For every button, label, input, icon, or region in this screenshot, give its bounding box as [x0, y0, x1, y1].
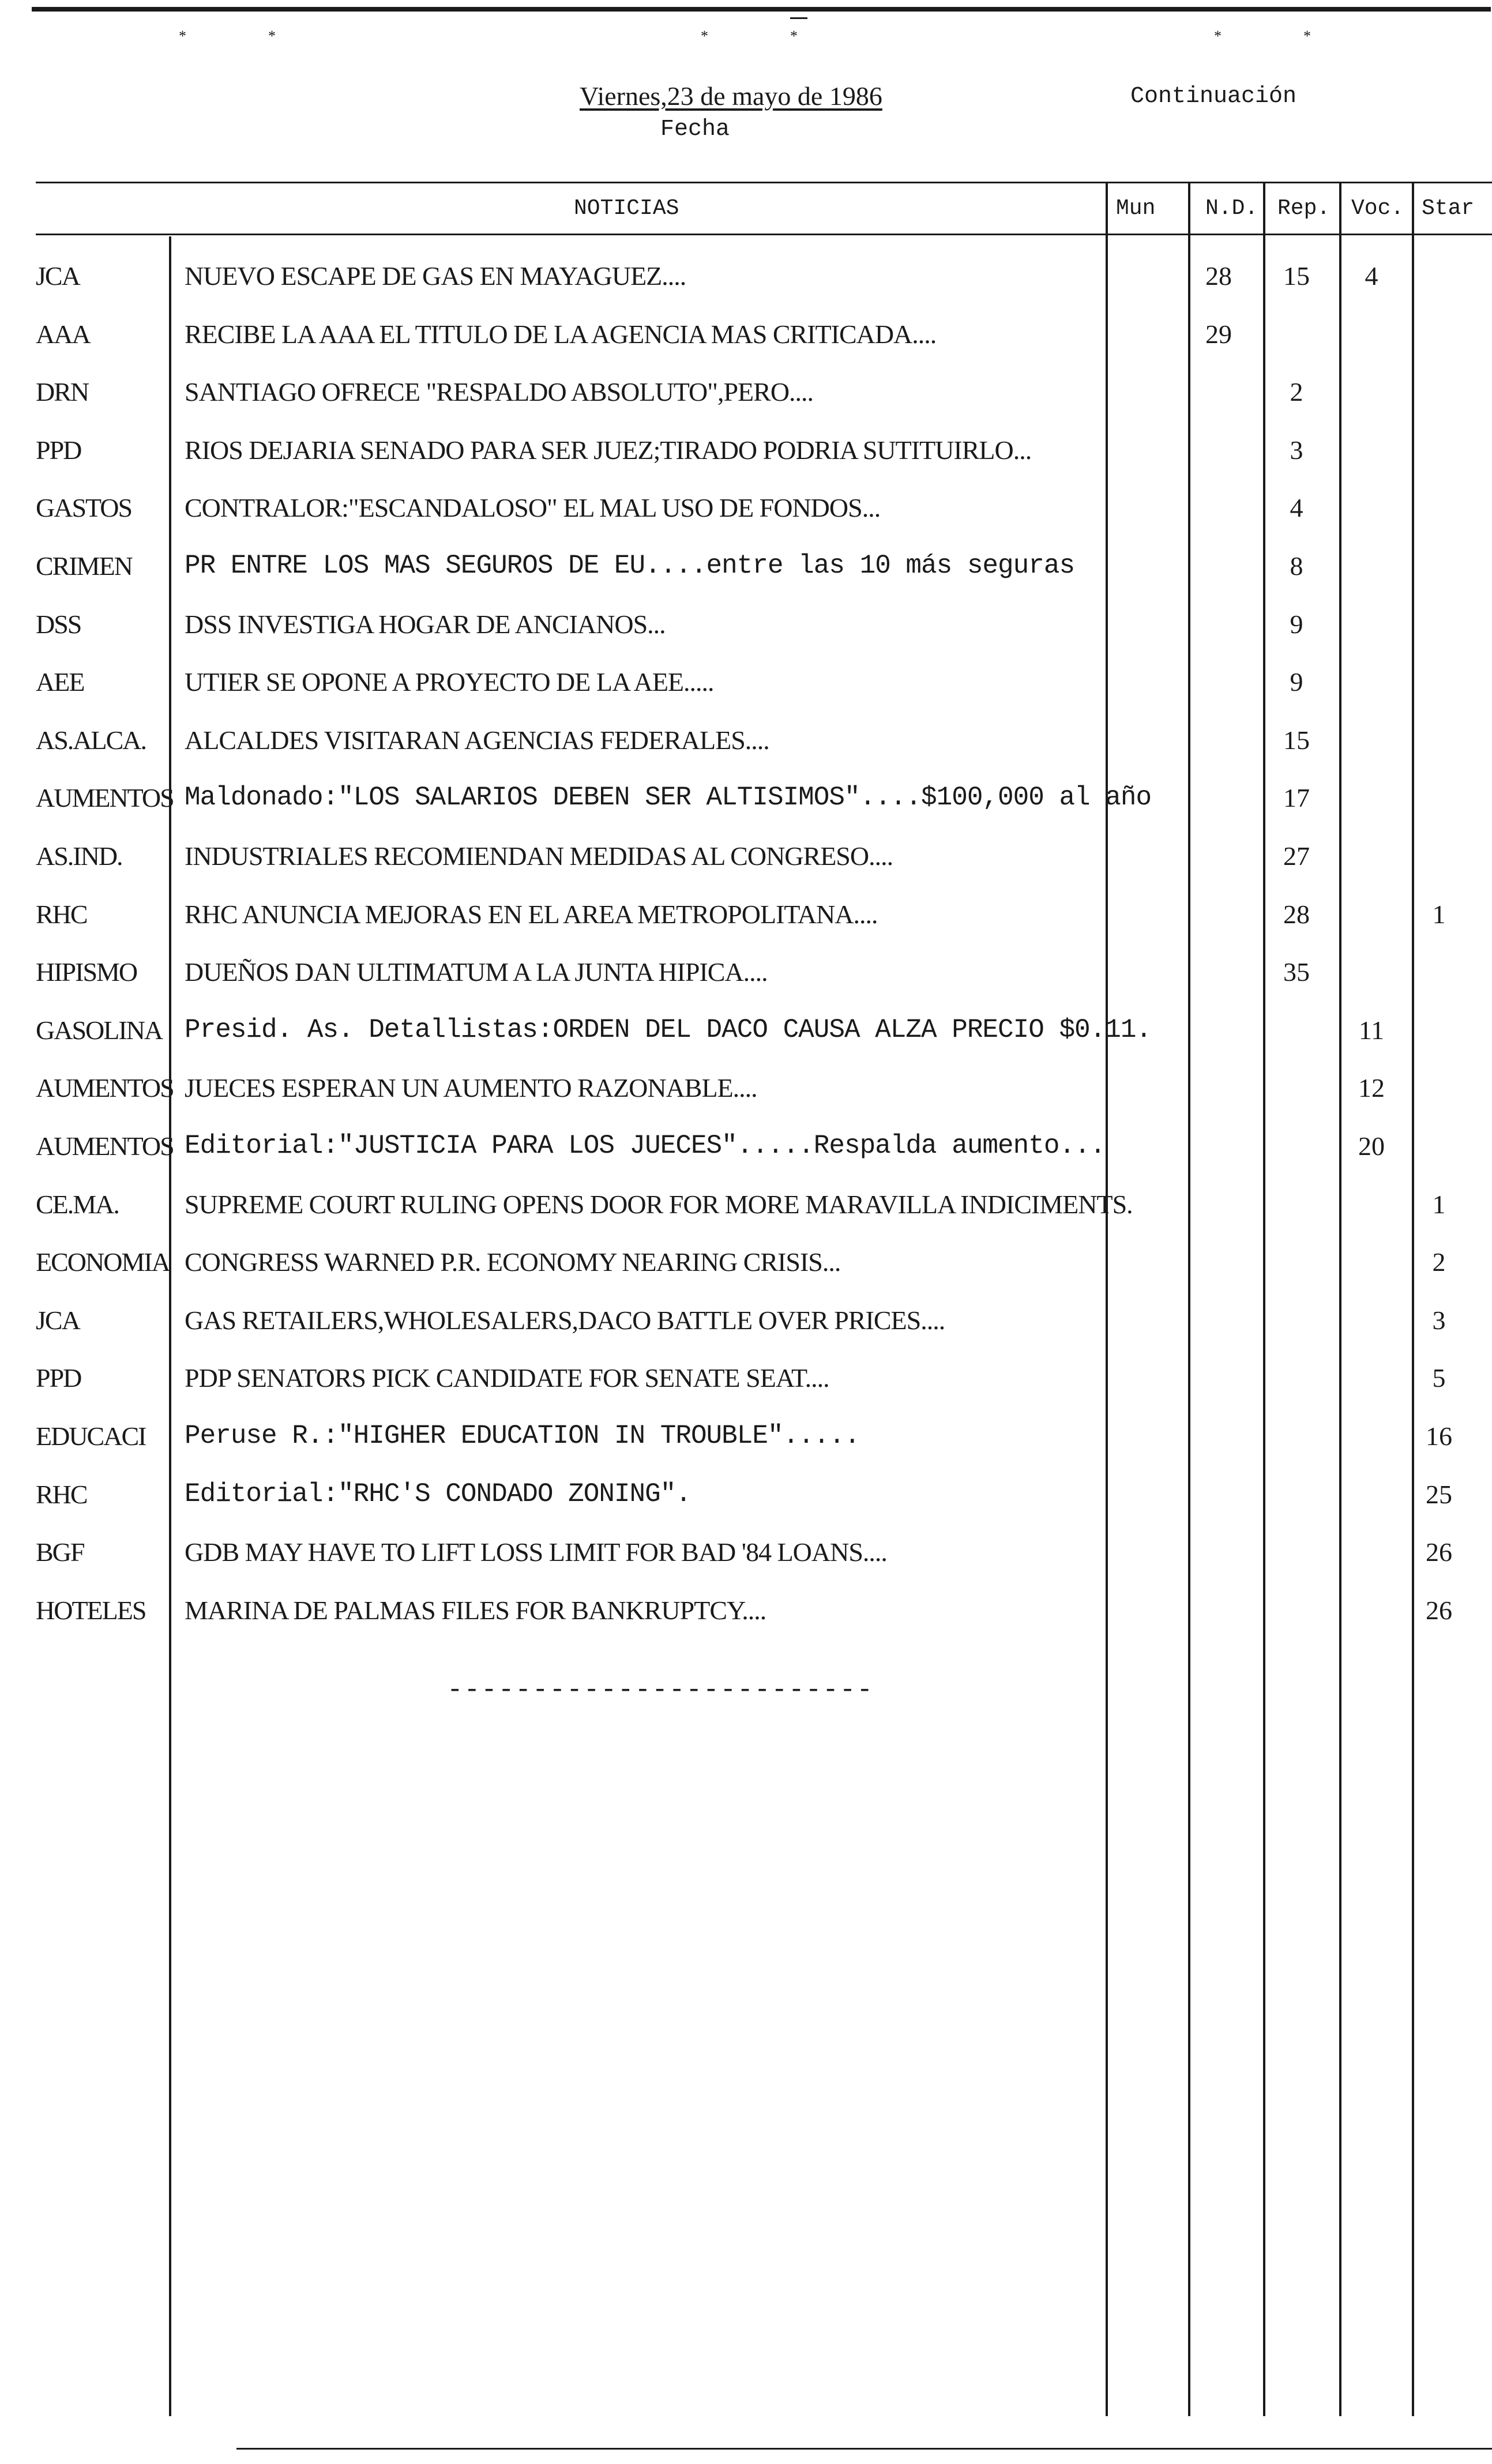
news-headline: CONGRESS WARNED P.R. ECONOMY NEARING CRISIS... [185, 1247, 841, 1277]
rep-page: 15 [1283, 261, 1310, 291]
star-page: 26 [1426, 1537, 1452, 1567]
column-header-mun: Mun [1116, 196, 1156, 221]
tab-mark: * [1214, 28, 1222, 44]
rep-page: 2 [1290, 377, 1303, 407]
news-headline: GAS RETAILERS,WHOLESALERS,DACO BATTLE OVER PRICES.... [185, 1305, 945, 1335]
news-headline: Editorial:"RHC'S CONDADO ZONING". [185, 1479, 691, 1509]
news-headline: RHC ANUNCIA MEJORAS EN EL AREA METROPOLITANA.... [185, 899, 878, 929]
table-row [0, 1408, 1492, 1466]
news-headline: GDB MAY HAVE TO LIFT LOSS LIMIT FOR BAD '84 LOANS.... [185, 1537, 887, 1567]
news-headline: JUECES ESPERAN UN AUMENTO RAZONABLE.... [185, 1073, 757, 1103]
rep-page: 4 [1290, 493, 1303, 523]
rep-page: 27 [1283, 841, 1310, 871]
table-row [0, 1292, 1492, 1350]
nd-page: 29 [1205, 319, 1232, 349]
table-row [0, 364, 1492, 422]
top-rule-thin [790, 17, 807, 19]
news-headline: ALCALDES VISITARAN AGENCIAS FEDERALES.... [185, 725, 769, 755]
category-cell: EDUCACI [36, 1421, 146, 1451]
category-cell: CRIMEN [36, 551, 132, 581]
table-row [0, 1002, 1492, 1060]
news-headline: CONTRALOR:"ESCANDALOSO" EL MAL USO DE FONDOS... [185, 493, 881, 523]
table-row [0, 1234, 1492, 1292]
star-page: 26 [1426, 1595, 1452, 1625]
star-page: 25 [1426, 1479, 1452, 1509]
table-row [0, 538, 1492, 596]
table-header-bottom-rule [36, 234, 1492, 235]
table-row [0, 654, 1492, 712]
table-row [0, 828, 1492, 886]
column-header-rep: Rep. [1277, 196, 1331, 221]
table-row [0, 1524, 1492, 1582]
category-cell: JCA [36, 261, 80, 291]
category-cell: GASOLINA [36, 1015, 163, 1045]
voc-page: 4 [1365, 261, 1378, 291]
news-headline: DUEÑOS DAN ULTIMATUM A LA JUNTA HIPICA.... [185, 957, 768, 987]
table-row [0, 944, 1492, 1002]
footer-dashes: ------------------------- [447, 1675, 874, 1705]
news-headline: RECIBE LA AAA EL TITULO DE LA AGENCIA MAS CRITICADA.... [185, 319, 937, 349]
table-row [0, 1582, 1492, 1640]
column-header-voc: Voc. [1351, 196, 1404, 221]
category-cell: AAA [36, 319, 90, 349]
category-cell: BGF [36, 1537, 84, 1567]
category-cell: GASTOS [36, 493, 132, 523]
star-page: 5 [1432, 1363, 1446, 1393]
news-headline: Maldonado:"LOS SALARIOS DEBEN SER ALTISIMOS"....$100,000 al año [185, 783, 1152, 813]
star-page: 2 [1432, 1247, 1446, 1277]
table-row [0, 248, 1492, 306]
table-row [0, 422, 1492, 480]
tab-mark: * [790, 28, 798, 44]
news-headline: RIOS DEJARIA SENADO PARA SER JUEZ;TIRADO PODRIA SUTITUIRLO... [185, 435, 1032, 465]
column-header-nd: N.D. [1205, 196, 1258, 221]
rep-page: 35 [1283, 957, 1310, 987]
category-cell: AS.ALCA. [36, 725, 146, 755]
date-line [580, 81, 882, 111]
rep-page: 9 [1290, 609, 1303, 639]
category-cell: PPD [36, 435, 81, 465]
news-headline: INDUSTRIALES RECOMIENDAN MEDIDAS AL CONGRESO.... [185, 841, 893, 871]
top-rule [32, 7, 1491, 12]
category-cell: DRN [36, 377, 89, 407]
category-cell: RHC [36, 899, 87, 929]
table-row [0, 306, 1492, 364]
category-cell: HIPISMO [36, 957, 137, 987]
news-headline: PDP SENATORS PICK CANDIDATE FOR SENATE SEAT.... [185, 1363, 829, 1393]
rep-page: 9 [1290, 667, 1303, 697]
tab-mark: * [268, 28, 276, 44]
category-cell: ECONOMIA [36, 1247, 170, 1277]
rep-page: 8 [1290, 551, 1303, 581]
rep-page: 15 [1283, 725, 1310, 755]
news-headline: NUEVO ESCAPE DE GAS EN MAYAGUEZ.... [185, 261, 686, 291]
nd-page: 28 [1205, 261, 1232, 291]
news-headline: MARINA DE PALMAS FILES FOR BANKRUPTCY.... [185, 1595, 766, 1625]
news-headline: SUPREME COURT RULING OPENS DOOR FOR MORE MARAVILLA INDICIMENTS. [185, 1189, 1133, 1219]
news-headline: PR ENTRE LOS MAS SEGUROS DE EU....entre las 10 más seguras [185, 551, 1075, 581]
category-cell: AUMENTOS [36, 1073, 174, 1103]
star-page: 16 [1426, 1421, 1452, 1451]
tab-mark: * [179, 28, 186, 44]
table-row [0, 1060, 1492, 1118]
date-value: Viernes,23 de mayo de 1986 [580, 81, 882, 111]
category-cell: AEE [36, 667, 84, 697]
table-row [0, 886, 1492, 944]
table-row [0, 712, 1492, 770]
table-row [0, 1118, 1492, 1176]
column-header-noticias: NOTICIAS [574, 196, 679, 221]
category-cell: PPD [36, 1363, 81, 1393]
category-cell: RHC [36, 1479, 87, 1509]
category-cell: JCA [36, 1305, 80, 1335]
date-label: Fecha [660, 116, 730, 142]
news-headline: Presid. As. Detallistas:ORDEN DEL DACO CAUSA ALZA PRECIO $0.11. [185, 1014, 1152, 1045]
column-header-star: Star [1422, 196, 1475, 221]
category-cell: CE.MA. [36, 1189, 119, 1219]
table-row [0, 1350, 1492, 1408]
rep-page: 3 [1290, 435, 1303, 465]
table-row [0, 770, 1492, 827]
continuation-label: Continuación [1130, 84, 1297, 110]
star-page: 1 [1432, 899, 1446, 929]
category-cell: HOTELES [36, 1595, 146, 1625]
news-headline: SANTIAGO OFRECE "RESPALDO ABSOLUTO",PERO.... [185, 377, 814, 407]
news-headline: DSS INVESTIGA HOGAR DE ANCIANOS... [185, 609, 666, 639]
category-cell: AUMENTOS [36, 1131, 174, 1161]
voc-page: 12 [1358, 1073, 1385, 1103]
category-cell: AUMENTOS [36, 783, 174, 813]
voc-page: 11 [1358, 1015, 1385, 1045]
star-page: 3 [1432, 1305, 1446, 1335]
table-row [0, 480, 1492, 537]
bottom-rule [236, 2448, 1492, 2450]
news-headline: Editorial:"JUSTICIA PARA LOS JUECES".....Respalda aumento... [185, 1131, 1106, 1161]
category-cell: DSS [36, 609, 81, 639]
rep-page: 17 [1283, 783, 1310, 813]
table-row [0, 1176, 1492, 1234]
tab-mark: * [1303, 28, 1311, 44]
table-row [0, 596, 1492, 654]
table-row [0, 1466, 1492, 1524]
category-cell: AS.IND. [36, 841, 122, 871]
rep-page: 28 [1283, 899, 1310, 929]
star-page: 1 [1432, 1189, 1446, 1219]
news-headline: Peruse R.:"HIGHER EDUCATION IN TROUBLE"..... [185, 1421, 860, 1451]
table-header-top-rule [36, 182, 1492, 183]
news-headline: UTIER SE OPONE A PROYECTO DE LA AEE..... [185, 667, 714, 697]
tab-mark: * [701, 28, 708, 44]
voc-page: 20 [1358, 1131, 1385, 1161]
